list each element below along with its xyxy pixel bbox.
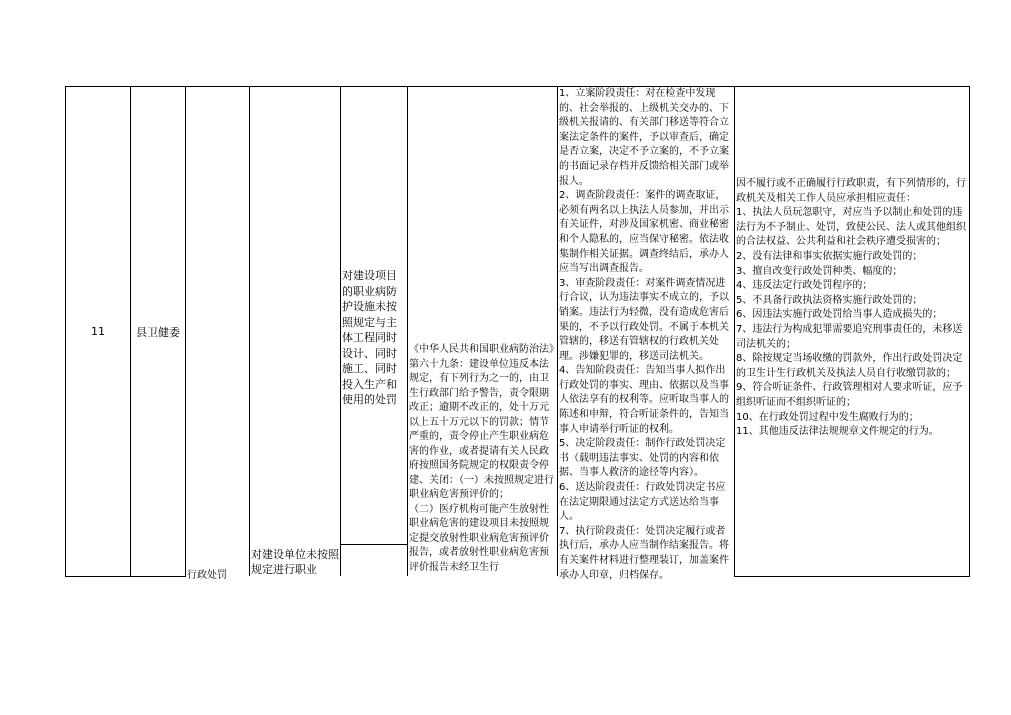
row-number-cell — [66, 87, 130, 576]
next-item-name-fragment: 对建设单位未按照规定进行职业 — [251, 548, 339, 576]
col-border-5 — [340, 86, 341, 576]
responsibilities: 1、立案阶段责任：对在检查中发现的、社会举报的、上级机关交办的、下级机关报请的、有关部门移送等符合立案法定条件的案件，予以审查后，确定是否立案，决定不予立案的，不予立案的书面记录存档并反馈给相关部门或举报人。 2、调查阶段责任：案件的调查取证，必须有两名以上执法人员参加，并出示有关证件，对涉及国家机密、商业秘密和个人隐私的，应当保守秘密。依法收集制作相关证据。调查终结后，承办人应当写出调查报告。 3、审查阶段责任：对案件调查情况进行合议，认为违法事实不成立的，予以销案。违法行为轻微，没有造成危害后果的，不予以行政处罚。不属于本机关管辖的，移送有管辖权的行政机关处理。涉嫌犯罪的，移送司法机关。 4、告知阶段责任：告知当事人拟作出行政处罚的事实、理由、依据以及当事人依法享有的权利等。应听取当事人的陈述和申辩，符合听证条件的，告知当事人申请举行听证的权利。 5、决定阶段责任：制作行政处罚决定书（载明违法事实、处罚的内容和依据、当事人救济的途径等内容）。 6、送达阶段责任：行政处罚决定书应在法定期限通过法定方式送达给当事人。 7、执行阶段责任：处罚决定履行或者执行后，承办人应当制作结案报告。将有关案件材料进行整理装订，加盖案件承办人印章，归档保存。 — [559, 88, 729, 581]
row-number: 11 — [91, 325, 105, 338]
table-top-border — [65, 86, 970, 87]
category-fragment: 行政处罚 — [187, 570, 227, 581]
col-border-9 — [969, 86, 970, 576]
legal-basis: 《中华人民共和国职业病防治法》第六十九条：建设单位违反本法规定，有下列行为之一的，由卫生行政部门给予警告，责令限期改正；逾期不改正的，处十万元以上五十万元以下的罚款；情节严重的，责令停止产生职业病危害的作业，或者提请有关人民政府按照国务院规定的权限责令停建、关闭：（一）未按照规定进行职业病危害预评价的； （二）医疗机构可能产生放射性职业病危害的建设项目未按照规定提交放射性职业病危害预评价报告，或者放射性职业病危害预评价报告未经卫生行 — [409, 344, 554, 573]
col-border-7 — [557, 86, 558, 576]
department-cell — [131, 87, 185, 576]
col-border-6 — [407, 86, 408, 576]
item-cell-bottom-border — [340, 544, 408, 545]
department-name: 县卫健委 — [136, 325, 180, 339]
row-bottom-border — [65, 576, 186, 577]
col-border-4 — [249, 86, 250, 576]
item-name: 对建设项目的职业病防护设施未按照规定与主体工程同时设计、同时施工、同时投入生产和使用的处罚 — [342, 269, 397, 406]
col-border-3 — [185, 86, 186, 576]
right-cells-bottom-border — [734, 576, 970, 577]
col-border-8 — [734, 86, 735, 576]
accountability: 因不履行或不正确履行行政职责，有下列情形的，行政机关及相关工作人员应承担相应责任： 1、执法人员玩忽职守，对应当予以制止和处罚的违法行为不予制止、处罚，致使公民、法人或其他组织的合法权益、公共利益和社会秩序遭受损害的； 2、没有法律和事实依据实施行政处罚的； 3、擅自改变行政处罚种类、幅度的； 4、违反法定行政处罚程序的； 5、不具备行政执法资格实施行政处罚的； 6、因违法实施行政处罚给当事人造成损失的； 7、违法行为构成犯罪需要追究刑事责任的，未移送司法机关的； 8、除按规定当场收缴的罚款外，作出行政处罚决定的卫生计生行政机关及执法人员自行收缴罚款的； 9、符合听证条件、行政管理相对人要求听证，应予组织听证而不组织听证的； 10、在行政处罚过程中发生腐败行为的； 11、其他违反法律法规规章文件规定的行为。 — [736, 178, 966, 438]
